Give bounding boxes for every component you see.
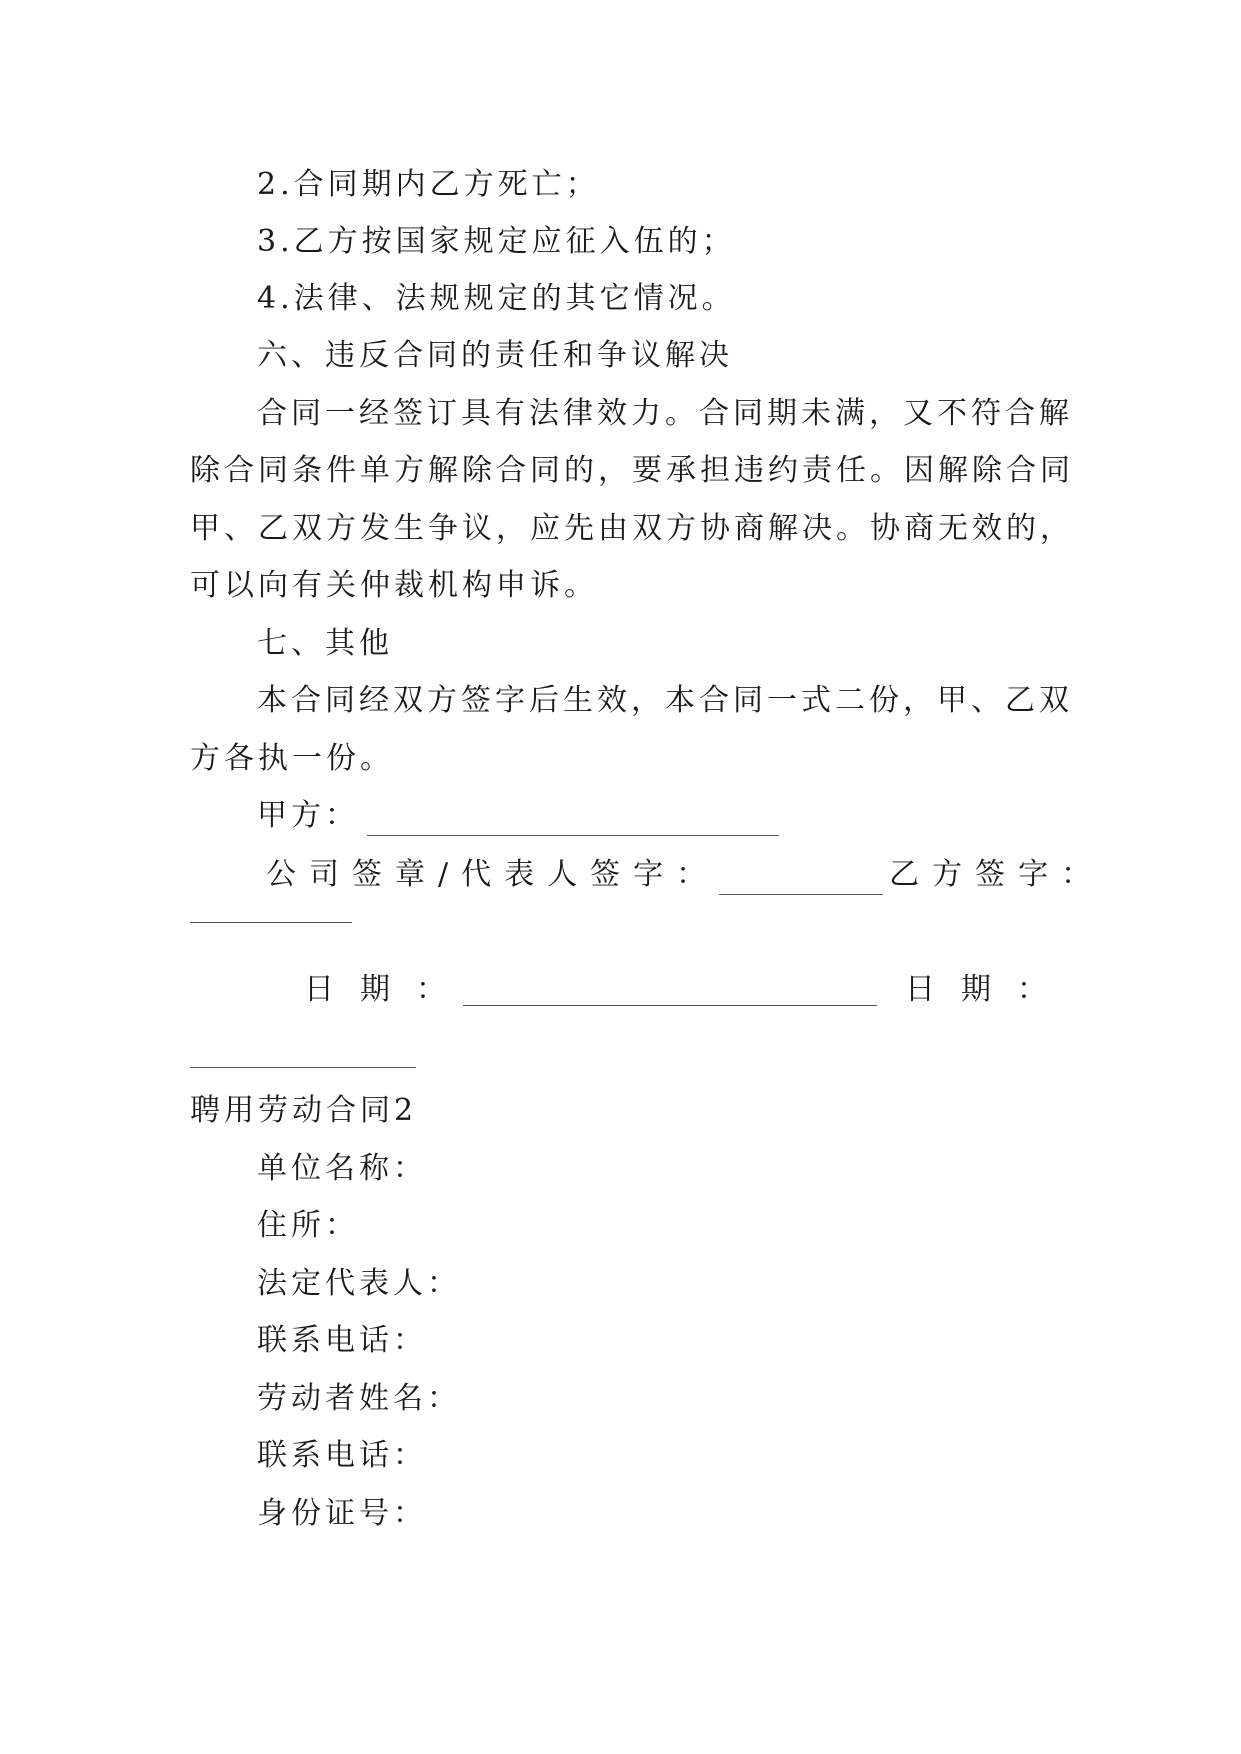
paragraph-line: 除合同条件单方解除合同的，要承担违约责任。因解除合同 (190, 453, 1074, 488)
field-id-number: 身份证号： (257, 1496, 427, 1531)
paragraph-line: 合同一经签订具有法律效力。合同期未满，又不符合解 (257, 396, 1073, 431)
party-b-sign-label: 乙方签字： (889, 857, 1105, 892)
paragraph-line: 甲、乙双方发生争议，应先由双方协商解决。协商无效的， (190, 511, 1074, 546)
party-a-blank (367, 805, 779, 836)
party-a-label: 甲方： (257, 798, 359, 833)
date-a-blank (463, 1005, 877, 1006)
clause-item-2: 2.合同期内乙方死亡； (257, 167, 600, 202)
field-legal-representative: 法定代表人： (257, 1266, 461, 1301)
date-a-label: 日期： (304, 972, 472, 1007)
company-seal-label: 公司签章/代表人签字： (266, 857, 720, 892)
field-unit-name: 单位名称： (257, 1151, 427, 1186)
party-b-sign-blank (190, 922, 352, 923)
date-b-blank (190, 1067, 416, 1068)
field-phone: 联系电话： (257, 1323, 427, 1358)
section-heading-7: 七、其他 (257, 626, 393, 661)
party-a-line (257, 796, 779, 836)
company-seal-blank (719, 864, 883, 895)
paragraph-line: 可以向有关仲裁机构申诉。 (190, 568, 598, 603)
section-heading-6: 六、违反合同的责任和争议解决 (257, 338, 733, 373)
field-worker-phone: 联系电话： (257, 1438, 427, 1473)
date-b-line (905, 970, 1073, 1010)
paragraph-line: 本合同经双方签字后生效，本合同一式二份，甲、乙双 (257, 683, 1073, 718)
clause-item-3: 3.乙方按国家规定应征入伍的； (257, 224, 736, 259)
company-seal-line (266, 855, 1104, 895)
paragraph-line: 方各执一份。 (190, 741, 394, 776)
date-line (304, 970, 472, 1010)
field-worker-name: 劳动者姓名： (257, 1381, 461, 1416)
contract-2-title: 聘用劳动合同2 (190, 1093, 418, 1128)
date-b-label: 日期： (905, 972, 1073, 1007)
field-address: 住所： (257, 1208, 359, 1243)
clause-item-4: 4.法律、法规规定的其它情况。 (257, 281, 736, 316)
